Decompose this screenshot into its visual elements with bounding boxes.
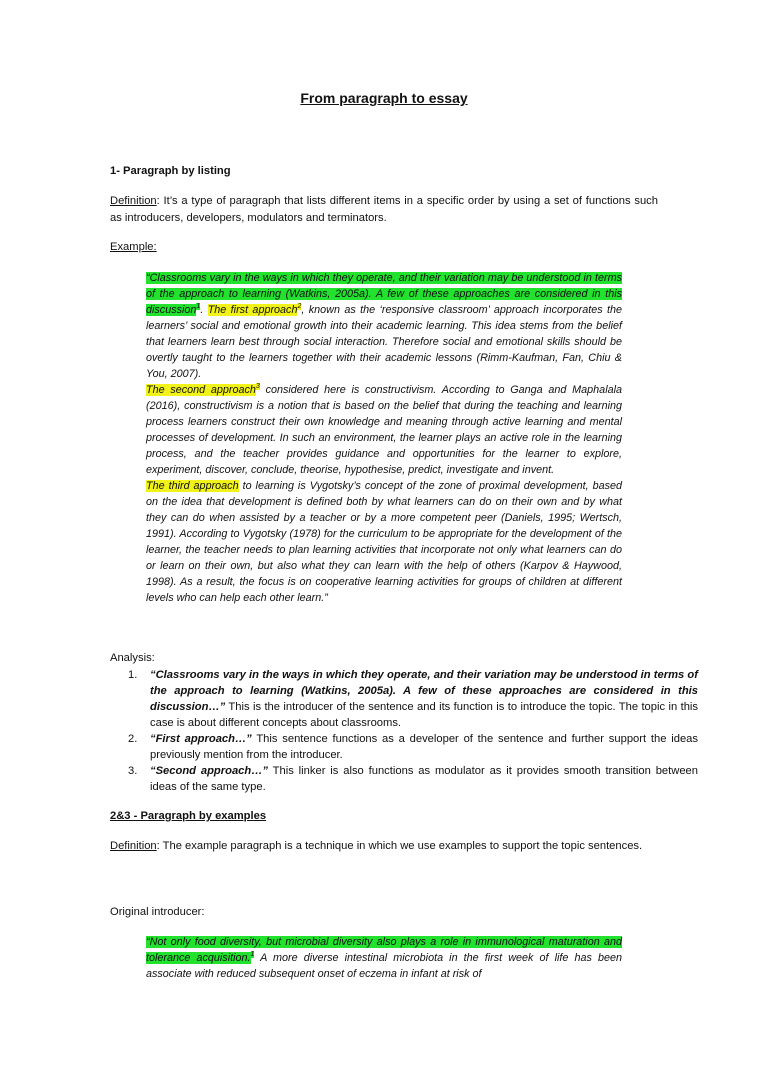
definition-1-text: : It’s a type of paragraph that lists different items in a specific order by using a set of functions such as introducers, developers, modulators and terminators. (110, 195, 658, 224)
definition-1 (110, 193, 658, 227)
footnote-2: 2 (297, 303, 302, 311)
quote-2-footnote: 1 (250, 951, 255, 959)
page-title: From paragraph to essay (300, 90, 468, 106)
quote-2-paragraph (146, 934, 622, 982)
definition-1-label: Definition (110, 195, 157, 207)
analysis-list (110, 667, 698, 795)
second-approach-highlight: The second approach (146, 384, 256, 396)
quote-separator: . (200, 304, 208, 316)
analysis-item-number: 3. (128, 765, 138, 777)
definition-2-label: Definition (110, 840, 157, 852)
definition-2 (110, 838, 658, 855)
third-approach-highlight: The third approach (146, 480, 239, 492)
quote-paragraph-2-rest: considered here is constructivism. According to Ganga and Maphalala (2016), constructivism is a notion that is based on the belief that during the teaching and learning process learners construct their own knowledge and meaning through active learning and mental processes of development. In such an environment, the learner plays an active role in the learning process, and the teacher provides guidance and opportunities for the learner to explore, experiment, discover, conclude, theorise, hypothesise, predict, investigate and invent. (146, 384, 622, 476)
quote-2-rest: A more diverse intestinal microbiota in the first week of life has been associate with reduced subsequent onset of eczema in infant at risk of (146, 952, 622, 980)
quote-paragraph-1-rest: , known as the ‘responsive classroom’ approach incorporates the learners’ social and emotional growth into their academic learning. This idea stems from the belief that learners learn best through social interaction. Therefore social and emotional skills should be overtly taught to the learners together with their academic lessons (Rimm-Kaufman, Fan, Chiu & You, 2007). (146, 304, 622, 380)
section-2-heading: 2&3 - Paragraph by examples (110, 810, 267, 822)
analysis-label: Analysis: (110, 652, 155, 664)
analysis-item-quote: “Second approach…” (150, 765, 269, 777)
footnote-3: 3 (255, 383, 260, 391)
analysis-item-number: 2. (128, 733, 138, 745)
analysis-item-quote: “First approach…” (150, 733, 252, 745)
analysis-item (128, 667, 698, 731)
quote-paragraph-2 (146, 382, 622, 478)
section-1-heading: 1- Paragraph by listing (110, 165, 231, 177)
analysis-item-text: This is the introducer of the sentence and its function is to introduce the topic. The topic in this case is about different concepts about classrooms. (150, 701, 698, 729)
analysis-item (128, 763, 699, 795)
example-label: Example: (110, 241, 157, 253)
analysis-item-text: This linker is also functions as modulator as it provides smooth transition between ideas of the same type. (150, 765, 699, 793)
definition-2-text: : The example paragraph is a technique in which we use examples to support the topic sentences. (156, 840, 643, 852)
analysis-item (128, 731, 698, 763)
first-approach-highlight: The first approach (207, 304, 298, 316)
quote-paragraph-3-rest: to learning is Vygotsky’s concept of the zone of proximal development, based on the idea that development is defined both by what learners can do on their own and by what they can do when assisted by a teacher or by a more competent peer (Daniels, 1995; Wertsch, 1991). According to Vygotsky (1978) for the curriculum to be appropriate for the development of the learner, the teacher needs to plan learning activities that incorporate not only what learners can do or learn on their own, but also what they can learn with the help of others (Karpov & Haywood, 1998). As a result, the focus is on cooperative learning activities for groups of children at different levels who can help each other learn.” (146, 480, 622, 604)
analysis-item-number: 1. (128, 669, 138, 681)
analysis-item-quote: “Classrooms vary in the ways in which they operate, and their variation may be understood in terms of the approach to learning (Watkins, 2005a). A few of these approaches are considered in this discussion…” (150, 669, 698, 713)
quote-paragraph-3 (146, 478, 622, 606)
quote-paragraph-1 (146, 270, 622, 382)
example-quote (146, 270, 622, 606)
original-introducer-label: Original introducer: (110, 906, 205, 918)
quote-2-green-highlight: “Not only food diversity, but microbial diversity also plays a role in immunological maturation and tolerance acquisition. (146, 936, 622, 964)
original-introducer-quote (146, 934, 622, 982)
footnote-1: 1 (196, 303, 201, 311)
analysis-item-text: This sentence functions as a developer of the sentence and further support the ideas previously mention from the introducer. (150, 733, 698, 761)
quote-green-highlight: “Classrooms vary in the ways in which they operate, and their variation may be understood in terms of the approach to learning (Watkins, 2005a). A few of these approaches are considered in this discussion (146, 272, 622, 316)
